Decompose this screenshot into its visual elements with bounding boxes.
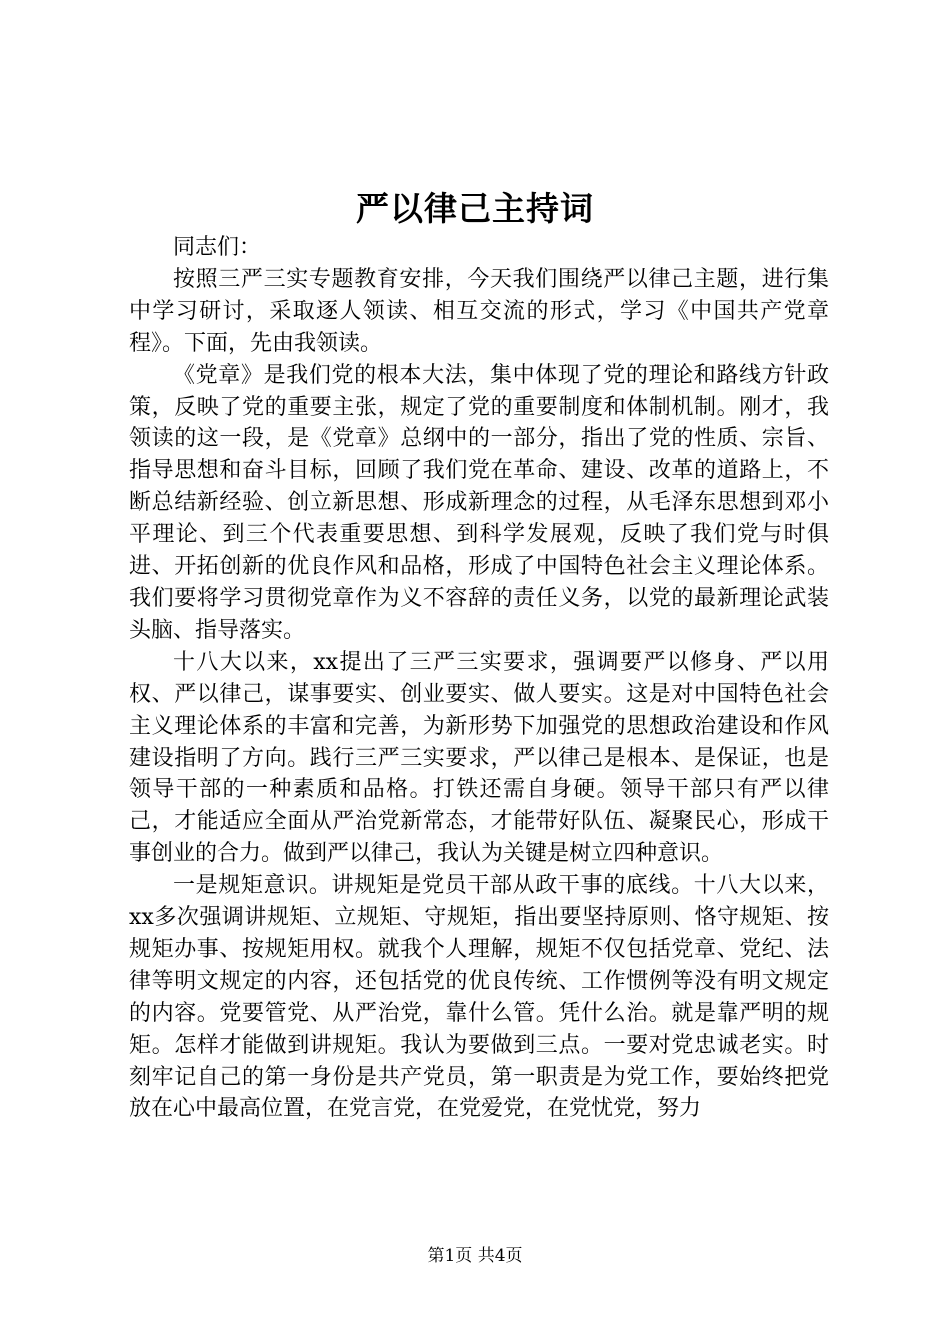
paragraph-intro: 按照三严三实专题教育安排，今天我们围绕严以律己主题，进行集中学习研讨，采取逐人领读、相互交流的形式，学习《中国共产党章程》。下面，先由我领读。 (129, 266, 829, 356)
paragraph-salutation: 同志们： (173, 235, 262, 260)
paragraph-rules-awareness: 一是规矩意识。讲规矩是党员干部从政干事的底线。十八大以来，xx多次强调讲规矩、立规矩、守规矩，指出要坚持原则、恪守规矩、按规矩办事、按规矩用权。就我个人理解，规矩不仅包括党章、党纪、法律等明文规定的内容，还包括党的优良传统、工作惯例等没有明文规定的内容。党要管党、从严治党，靠什么管。凭什么治。就是靠严明的规矩。怎样才能做到讲规矩。我认为要做到三点。一要对党忠诚老实。时刻牢记自己的第一身份是共产党员，第一职责是为党工作，要始终把党放在心中最高位置，在党言党，在党爱党，在党忧党，努力 (129, 873, 829, 1122)
paragraph-three-stricts: 十八大以来，xx提出了三严三实要求，强调要严以修身、严以用权、严以律己，谋事要实、创业要实、做人要实。这是对中国特色社会主义理论体系的丰富和完善，为新形势下加强党的思想政治建设和作风建设指明了方向。践行三严三实要求，严以律己是根本、是保证，也是领导干部的一种素质和品格。打铁还需自身硬。领导干部只有严以律己，才能适应全面从严治党新常态，才能带好队伍、凝聚民心，形成干事创业的合力。做到严以律己，我认为关键是树立四种意识。 (129, 649, 829, 867)
document-body (129, 232, 829, 1125)
page-footer: 第1页 共4页 (427, 1246, 523, 1266)
document-title: 严以律己主持词 (356, 189, 594, 228)
paragraph-party-constitution: 《党章》是我们党的根本大法，集中体现了党的理论和路线方针政策，反映了党的重要主张，规定了党的重要制度和体制机制。刚才，我领读的这一段，是《党章》总纲中的一部分，指出了党的性质、宗旨、指导思想和奋斗目标，回顾了我们党在革命、建设、改革的道路上，不断总结新经验、创立新思想、形成新理念的过程，从毛泽东思想到邓小平理论、到三个代表重要思想、到科学发展观，反映了我们党与时俱进、开拓创新的优良作风和品格，形成了中国特色社会主义理论体系。我们要将学习贯彻党章作为义不容辞的责任义务，以党的最新理论武装头脑、指导落实。 (129, 362, 829, 643)
